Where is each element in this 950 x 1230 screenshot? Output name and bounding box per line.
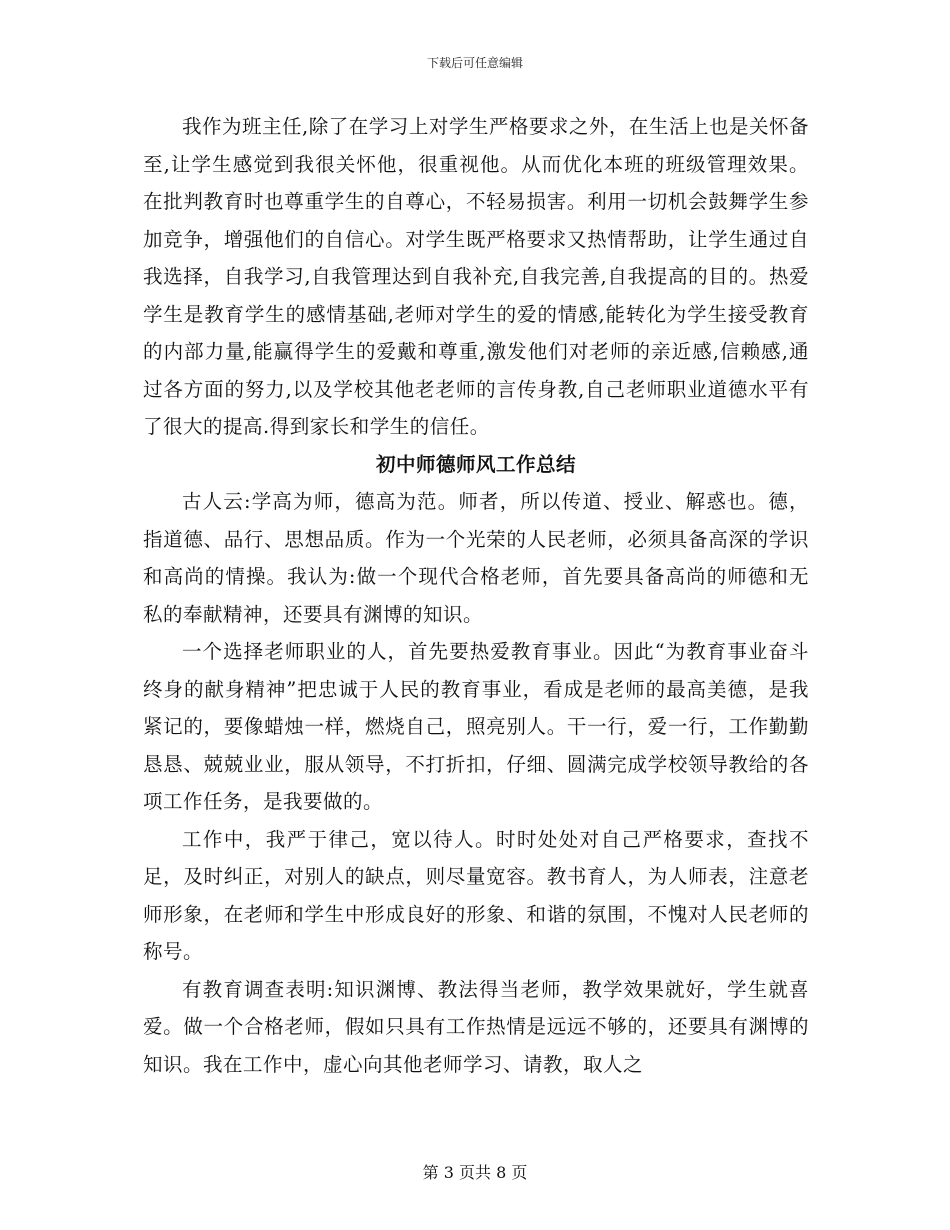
document-body [143,108,809,1083]
paragraph-knowledge: 有教育调查表明:知识渊博、教法得当老师，教学效果就好，学生就喜爱。做一个合格老师，假如只具有工作热情是远远不够的，还要具有渊博的知识。我在工作中，虚心向其他老师学习、请教，取人之 [143,977,809,1076]
paragraph-self-discipline: 工作中，我严于律己，宽以待人。时时处处对自己严格要求，查找不足，及时纠正，对别人的缺点，则尽量宽容。教书育人，为人师表，注意老师形象，在老师和学生中形成良好的形象、和谐的氛围，不愧对人民老师的称号。 [143,827,809,963]
page-footer: 第 3 页共 8 页 [422,1163,528,1182]
paragraph-class-teacher: 我作为班主任,除了在学习上对学生严格要求之外，在生活上也是关怀备至,让学生感觉到我很关怀他，很重视他。从而优化本班的班级管理效果。在批判教育时也尊重学生的自尊心，不轻易损害。利用一切机会鼓舞学生参加竞争，增强他们的自信心。对学生既严格要求又热情帮助，让学生通过自我选择，自我学习,自我管理达到自我补充,自我完善,自我提高的目的。热爱学生是教育学生的感情基础,老师对学生的爱的情感,能转化为学生接受教育的内部力量,能赢得学生的爱戴和尊重,激发他们对老师的亲近感,信赖感,通过各方面的努力,以及学校其他老老师的言传身教,自己老师职业道德水平有了很大的提高.得到家长和学生的信任。 [143,115,809,438]
section-title: 初中师德师风工作总结 [375,452,576,476]
paragraph-love-education: 一个选择老师职业的人，首先要热爱教育事业。因此“为教育事业奋斗终身的献身精神”把忠诚于人民的教育事业，看成是老师的最高美德，是我紧记的，要像蜡烛一样，燃烧自己，照亮别人。干一行，爱一行，工作勤勤恳恳、兢兢业业，服从领导，不打折扣，仔细、圆满完成学校领导教给的各项工作任务，是我要做的。 [143,640,809,813]
page-header: 下载后可任意编辑 [426,56,523,70]
paragraph-ancient-saying: 古人云:学高为师，德高为范。师者，所以传道、授业、解惑也。德，指道德、品行、思想品质。作为一个光荣的人民老师，必须具备高深的学识和高尚的情操。我认为:做一个现代合格老师，首先要具备高尚的师德和无私的奉献精神，还要具有渊博的知识。 [143,490,809,626]
